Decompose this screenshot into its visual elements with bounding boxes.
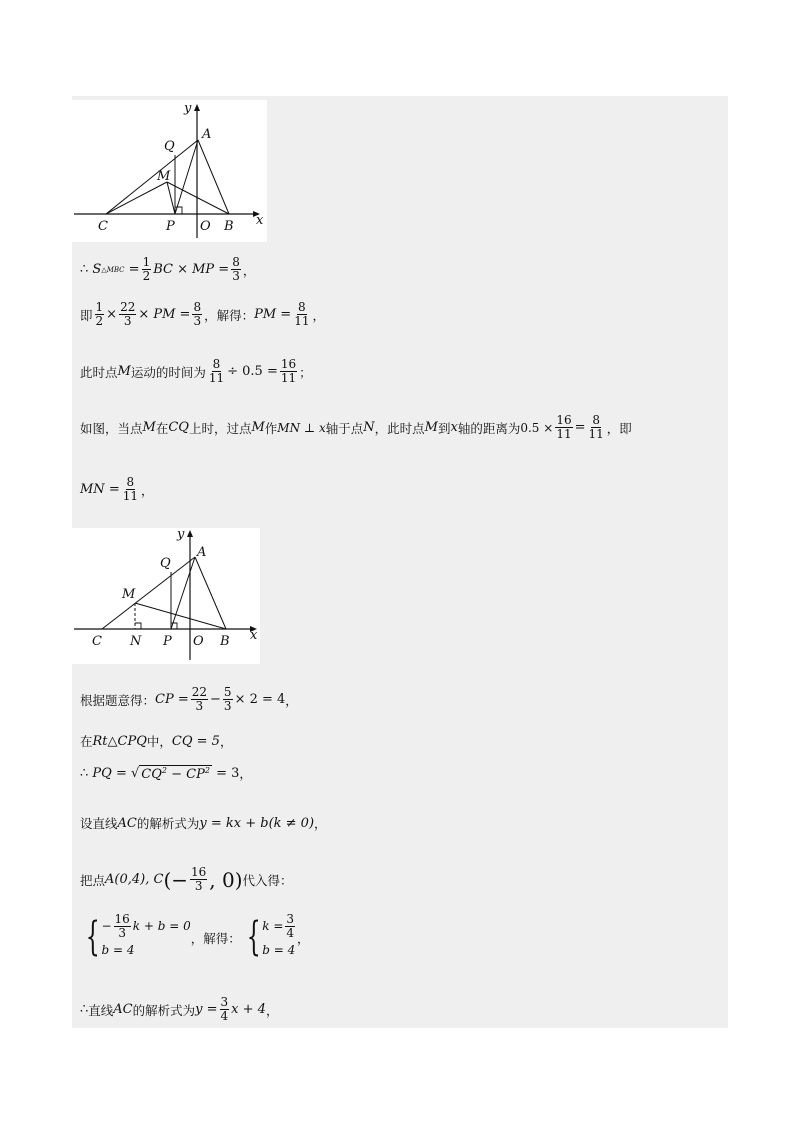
equals: = — [574, 420, 586, 435]
y-axis-arrow — [194, 104, 200, 111]
text: 的解析式为 — [136, 816, 200, 831]
therefore-symbol: ∴ — [80, 1002, 89, 1017]
expression: ÷ 0.5 = — [227, 364, 278, 379]
denominator: 11 — [556, 427, 572, 441]
label-M: M — [122, 587, 136, 602]
fraction — [95, 301, 105, 328]
numerator: 8 — [232, 255, 240, 269]
denominator: 3 — [194, 879, 203, 893]
label-y: y — [177, 528, 185, 542]
line-cp — [80, 686, 298, 713]
numerator: 16 — [280, 357, 297, 371]
numerator: 22 — [120, 300, 136, 314]
brace-icon: { — [85, 914, 100, 960]
text: 在 — [80, 734, 93, 749]
denominator: 2 — [142, 269, 151, 283]
brace-icon: { — [246, 914, 261, 960]
denominator: 4 — [220, 1009, 229, 1023]
text: 的解析式为 — [132, 1002, 196, 1018]
expression: PQ = — [92, 765, 127, 781]
therefore-symbol: ∴ — [80, 262, 89, 277]
equation-system — [80, 911, 191, 962]
label-N: N — [130, 634, 142, 649]
numerator: 22 — [191, 685, 208, 699]
label-B: B — [224, 219, 234, 234]
sqrt-icon: √ — [131, 765, 140, 781]
expression: × 2 = 4 — [234, 692, 286, 707]
system-row-1 — [101, 911, 191, 940]
expression: k = — [262, 919, 284, 933]
denominator: 11 — [122, 489, 138, 503]
expression: CP = — [155, 692, 189, 707]
line-AC: AC — [113, 1002, 133, 1017]
numerator: 8 — [592, 413, 600, 427]
text: ，即 — [606, 420, 632, 436]
perpendicular-expression: MN ⊥ x — [277, 420, 326, 435]
fraction — [122, 476, 139, 503]
line-AC: AC — [117, 815, 137, 831]
solution-row-2: b = 4 — [262, 943, 296, 957]
fraction — [190, 866, 207, 893]
geometry-figure-2 — [72, 528, 260, 664]
y-axis-arrow — [187, 530, 193, 537]
fraction — [142, 256, 152, 283]
sqrt-body — [139, 765, 212, 782]
text: 中， — [146, 734, 172, 749]
denominator: 11 — [588, 427, 604, 441]
label-M: M — [157, 169, 171, 184]
expression: k + b = 0 — [132, 919, 191, 933]
numerator: 1 — [142, 255, 151, 269]
figure-1-svg — [72, 100, 267, 242]
numerator: 8 — [193, 300, 202, 314]
segment-CA — [102, 557, 195, 629]
segment-CA — [106, 140, 198, 214]
geometry-figure-1 — [72, 100, 267, 242]
fraction — [114, 913, 131, 940]
text: 如图，当点 — [80, 420, 143, 436]
point-M: M — [251, 420, 265, 435]
numerator: 3 — [286, 911, 295, 926]
numerator: 1 — [95, 300, 104, 314]
expression: CQ = 5 — [171, 733, 220, 749]
denominator: 11 — [208, 371, 225, 385]
segment-AB — [198, 140, 229, 214]
fraction — [285, 913, 295, 940]
numerator: 8 — [298, 300, 306, 314]
fraction — [192, 301, 202, 328]
fraction — [223, 686, 233, 713]
label-C: C — [92, 634, 102, 649]
fraction — [293, 301, 310, 328]
text: 运动的时间为 — [130, 364, 206, 380]
point-N: N — [363, 420, 375, 435]
label-B: B — [220, 634, 230, 649]
times: × — [106, 307, 118, 322]
label-Q: Q — [160, 556, 171, 571]
fraction — [191, 686, 208, 713]
term: CQ — [141, 766, 162, 782]
equals: = — [128, 262, 140, 277]
text: 轴于点 — [325, 420, 364, 436]
segment-MP — [167, 182, 175, 214]
segment-CM — [106, 182, 167, 214]
text: ，解得： — [204, 307, 255, 323]
fraction — [555, 414, 572, 441]
numerator: 5 — [223, 685, 232, 699]
line-pq — [80, 764, 252, 782]
document-page — [72, 96, 728, 1028]
exponent: 2 — [161, 765, 167, 775]
label-A: A — [202, 127, 212, 142]
denominator: 3 — [123, 314, 132, 328]
line-solve-pm — [80, 301, 325, 328]
text: 代入得： — [242, 872, 293, 888]
label-x: x — [250, 628, 258, 643]
numerator: 16 — [556, 413, 572, 427]
solution-system — [241, 911, 297, 962]
denominator: 3 — [232, 269, 240, 283]
denominator: 11 — [294, 314, 310, 328]
fraction — [220, 996, 230, 1023]
denominator: 3 — [223, 699, 232, 713]
therefore-symbol: ∴ — [80, 765, 89, 781]
text: ，此时点 — [374, 420, 425, 436]
right-angle-mark-N — [135, 623, 141, 629]
expression: y = kx + b(k ≠ 0) — [199, 815, 315, 831]
line-case-cq — [80, 414, 632, 441]
punctuation: ， — [242, 262, 256, 278]
numerator: 3 — [220, 995, 229, 1009]
punctuation: ； — [299, 364, 312, 380]
triangle-name: Rt△CPQ — [92, 733, 147, 749]
segment-AP — [175, 140, 198, 214]
denominator: 3 — [195, 699, 204, 713]
x-axis-symbol: x — [450, 420, 458, 435]
expression: PM = — [254, 307, 292, 322]
segment-CQ: CQ — [168, 420, 189, 435]
text: 在 — [155, 420, 169, 436]
line-time — [80, 358, 312, 385]
figure-2-svg — [72, 528, 260, 664]
exponent: 2 — [204, 765, 210, 775]
line-mn — [80, 476, 154, 503]
punctuation: ， — [219, 734, 233, 749]
punctuation: ， — [297, 931, 310, 946]
term: − CP — [171, 766, 205, 782]
text: 轴的距离为 — [457, 420, 521, 436]
expression: MN = — [80, 482, 120, 497]
expression: BC × MP = — [153, 262, 230, 277]
text: ，解得： — [190, 931, 241, 946]
points: A(0,4), C — [105, 872, 164, 887]
system-row-2: b = 4 — [101, 943, 135, 957]
fraction — [588, 414, 605, 441]
denominator: 3 — [193, 314, 202, 328]
segment-MB — [135, 603, 226, 629]
denominator: 2 — [95, 314, 104, 328]
expression: 0.5 × — [520, 420, 554, 435]
expression: × PM = — [138, 307, 191, 322]
fraction — [119, 301, 136, 328]
label-C: C — [98, 219, 108, 234]
minus: − — [101, 919, 112, 933]
text: 即 — [80, 307, 93, 323]
label-A: A — [197, 545, 207, 560]
paren: (− — [163, 867, 188, 892]
text: 设直线 — [80, 816, 118, 831]
punctuation: ， — [312, 307, 325, 323]
text: 上时，过点 — [188, 420, 252, 436]
label-x: x — [256, 213, 264, 228]
line-area-formula — [80, 256, 255, 283]
expression: x + 4 — [231, 1002, 266, 1017]
text: 直线 — [88, 1002, 114, 1018]
segment-AP — [171, 557, 195, 629]
area-subscript: △MBC — [101, 265, 125, 274]
paren: , 0) — [209, 867, 243, 892]
numerator: 8 — [212, 357, 221, 371]
segment-AB — [195, 557, 226, 629]
label-P: P — [166, 219, 175, 234]
label-O: O — [200, 219, 211, 234]
punctuation: ， — [314, 816, 327, 831]
result: = 3 — [216, 765, 240, 781]
punctuation: ， — [265, 1002, 279, 1018]
line-substitute — [80, 866, 293, 893]
solution-row-1 — [262, 911, 297, 940]
punctuation: ， — [141, 482, 154, 498]
numerator: 8 — [126, 475, 135, 489]
text: 根据题意得： — [80, 692, 156, 708]
minus: − — [210, 692, 221, 707]
expression: y = — [195, 1002, 218, 1017]
text: 把点 — [80, 872, 106, 888]
label-y: y — [184, 101, 192, 116]
point-M: M — [142, 420, 156, 435]
line-set-ac — [80, 814, 327, 832]
denominator: 11 — [280, 371, 297, 385]
punctuation: ， — [239, 766, 252, 781]
numerator: 16 — [191, 865, 207, 879]
denominator: 4 — [286, 925, 295, 940]
line-rt-triangle — [80, 732, 232, 750]
fraction — [208, 358, 225, 385]
area-symbol: S — [92, 262, 102, 277]
text: 作 — [264, 420, 278, 436]
label-P: P — [163, 634, 172, 649]
punctuation: ， — [285, 692, 298, 708]
line-result — [80, 996, 278, 1023]
text: 到 — [437, 420, 451, 436]
label-O: O — [193, 634, 204, 649]
fraction — [231, 256, 241, 283]
denominator: 3 — [118, 925, 126, 940]
fraction — [280, 358, 297, 385]
system-rows — [262, 911, 297, 962]
numerator: 16 — [114, 911, 130, 926]
line-system — [80, 911, 310, 962]
text: 此时点 — [80, 364, 118, 380]
system-rows — [101, 911, 191, 962]
point-M: M — [117, 364, 131, 379]
label-Q: Q — [164, 139, 175, 154]
point-M: M — [424, 420, 438, 435]
